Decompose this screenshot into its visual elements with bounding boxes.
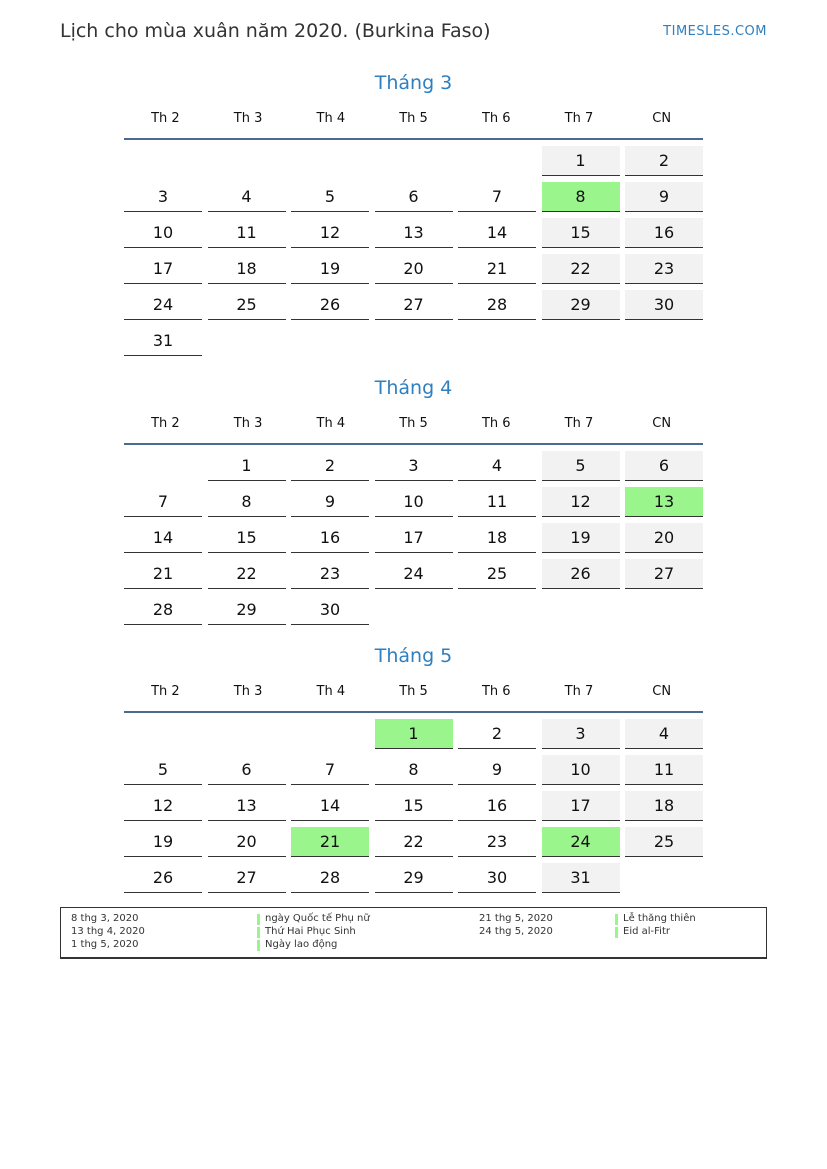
holiday-day-cell: 8 xyxy=(542,182,620,212)
day-cell: 8 xyxy=(375,755,453,785)
holiday-marker xyxy=(257,914,260,925)
legend-date: 21 thg 5, 2020 xyxy=(479,913,553,924)
day-cell: 8 xyxy=(208,487,286,517)
weekday-label: Th 6 xyxy=(481,683,511,699)
day-cell: 6 xyxy=(375,182,453,212)
holiday-marker xyxy=(257,940,260,951)
day-cell: 28 xyxy=(458,290,536,320)
empty-cell xyxy=(124,451,202,481)
empty-cell xyxy=(208,719,286,749)
weekday-label: CN xyxy=(652,110,672,126)
day-cell: 4 xyxy=(625,719,703,749)
empty-cell xyxy=(208,146,286,176)
day-cell: 10 xyxy=(375,487,453,517)
day-grid xyxy=(124,445,703,631)
page-title: Lịch cho mùa xuân năm 2020. (Burkina Faso) xyxy=(60,20,491,42)
day-cell: 25 xyxy=(458,559,536,589)
day-cell: 12 xyxy=(542,487,620,517)
day-cell: 23 xyxy=(458,827,536,857)
day-cell: 15 xyxy=(375,791,453,821)
day-cell: 18 xyxy=(625,791,703,821)
holiday-day-cell: 13 xyxy=(625,487,703,517)
day-cell: 25 xyxy=(208,290,286,320)
day-cell: 14 xyxy=(291,791,369,821)
day-cell: 7 xyxy=(291,755,369,785)
brand-link[interactable]: TIMESLES.COM xyxy=(663,24,767,39)
weekday-label: Th 7 xyxy=(564,415,594,431)
day-cell: 19 xyxy=(291,254,369,284)
day-cell: 7 xyxy=(124,487,202,517)
day-cell: 20 xyxy=(375,254,453,284)
weekday-label: Th 2 xyxy=(151,415,180,431)
day-cell: 31 xyxy=(124,326,202,356)
day-cell: 29 xyxy=(542,290,620,320)
holiday-legend xyxy=(60,907,767,959)
day-cell: 13 xyxy=(208,791,286,821)
day-cell: 26 xyxy=(542,559,620,589)
legend-date: 24 thg 5, 2020 xyxy=(479,926,553,937)
day-cell: 15 xyxy=(542,218,620,248)
weekday-label: Th 5 xyxy=(399,415,428,431)
day-cell: 7 xyxy=(458,182,536,212)
legend-date: 8 thg 3, 2020 xyxy=(71,913,139,924)
weekday-header xyxy=(124,98,703,140)
month-title: Tháng 3 xyxy=(374,72,453,94)
holiday-day-cell: 21 xyxy=(291,827,369,857)
day-cell: 26 xyxy=(124,863,202,893)
weekday-label: Th 2 xyxy=(151,110,180,126)
weekday-label: Th 4 xyxy=(316,683,346,699)
legend-holiday: Lễ thăng thiên xyxy=(623,913,696,924)
day-cell: 2 xyxy=(458,719,536,749)
day-cell: 19 xyxy=(542,523,620,553)
empty-cell xyxy=(291,719,369,749)
day-cell: 5 xyxy=(542,451,620,481)
day-cell: 21 xyxy=(124,559,202,589)
month-april xyxy=(124,373,703,631)
legend-holiday: Eid al-Fitr xyxy=(623,926,670,937)
day-cell: 12 xyxy=(291,218,369,248)
weekday-label: Th 6 xyxy=(481,110,511,126)
day-cell: 28 xyxy=(291,863,369,893)
month-title: Tháng 5 xyxy=(374,645,453,667)
month-march xyxy=(124,68,703,362)
legend-holiday: ngày Quốc tế Phụ nữ xyxy=(265,913,370,924)
day-cell: 20 xyxy=(625,523,703,553)
day-cell: 14 xyxy=(124,523,202,553)
day-cell: 9 xyxy=(291,487,369,517)
day-grid xyxy=(124,140,703,362)
weekday-label: Th 4 xyxy=(316,415,346,431)
day-cell: 21 xyxy=(458,254,536,284)
holiday-day-cell: 24 xyxy=(542,827,620,857)
day-cell: 14 xyxy=(458,218,536,248)
day-cell: 22 xyxy=(375,827,453,857)
weekday-label: Th 5 xyxy=(399,110,428,126)
day-cell: 16 xyxy=(458,791,536,821)
weekday-label: Th 6 xyxy=(481,415,511,431)
weekday-label: CN xyxy=(652,683,672,699)
holiday-marker xyxy=(615,914,618,925)
day-cell: 12 xyxy=(124,791,202,821)
day-cell: 22 xyxy=(542,254,620,284)
holiday-day-cell: 1 xyxy=(375,719,453,749)
day-cell: 10 xyxy=(124,218,202,248)
day-cell: 9 xyxy=(458,755,536,785)
day-cell: 27 xyxy=(375,290,453,320)
day-cell: 20 xyxy=(208,827,286,857)
day-cell: 23 xyxy=(291,559,369,589)
legend-date: 1 thg 5, 2020 xyxy=(71,939,139,950)
weekday-label: Th 3 xyxy=(233,415,263,431)
day-cell: 28 xyxy=(124,595,202,625)
day-cell: 31 xyxy=(542,863,620,893)
day-cell: 9 xyxy=(625,182,703,212)
weekday-label: Th 2 xyxy=(151,683,180,699)
day-cell: 4 xyxy=(208,182,286,212)
day-cell: 6 xyxy=(625,451,703,481)
day-cell: 11 xyxy=(208,218,286,248)
day-cell: 10 xyxy=(542,755,620,785)
weekday-label: Th 7 xyxy=(564,110,594,126)
empty-cell xyxy=(375,146,453,176)
day-cell: 30 xyxy=(625,290,703,320)
day-cell: 24 xyxy=(124,290,202,320)
day-cell: 3 xyxy=(542,719,620,749)
day-cell: 1 xyxy=(208,451,286,481)
empty-cell xyxy=(291,146,369,176)
day-cell: 4 xyxy=(458,451,536,481)
month-title: Tháng 4 xyxy=(374,377,453,399)
day-cell: 16 xyxy=(625,218,703,248)
day-cell: 6 xyxy=(208,755,286,785)
day-cell: 11 xyxy=(458,487,536,517)
weekday-header xyxy=(124,403,703,445)
day-cell: 2 xyxy=(625,146,703,176)
empty-cell xyxy=(124,146,202,176)
day-cell: 17 xyxy=(375,523,453,553)
day-cell: 25 xyxy=(625,827,703,857)
day-cell: 2 xyxy=(291,451,369,481)
day-cell: 29 xyxy=(208,595,286,625)
day-cell: 17 xyxy=(124,254,202,284)
weekday-label: Th 7 xyxy=(564,683,594,699)
day-cell: 18 xyxy=(208,254,286,284)
day-cell: 22 xyxy=(208,559,286,589)
legend-date: 13 thg 4, 2020 xyxy=(71,926,145,937)
day-grid xyxy=(124,713,703,899)
day-cell: 30 xyxy=(291,595,369,625)
day-cell: 16 xyxy=(291,523,369,553)
holiday-marker xyxy=(257,927,260,938)
holiday-marker xyxy=(615,927,618,938)
empty-cell xyxy=(458,146,536,176)
day-cell: 3 xyxy=(124,182,202,212)
day-cell: 3 xyxy=(375,451,453,481)
legend-holiday: Thứ Hai Phục Sinh xyxy=(265,926,356,937)
day-cell: 5 xyxy=(124,755,202,785)
day-cell: 18 xyxy=(458,523,536,553)
legend-holiday: Ngày lao động xyxy=(265,939,338,950)
day-cell: 23 xyxy=(625,254,703,284)
day-cell: 27 xyxy=(625,559,703,589)
day-cell: 19 xyxy=(124,827,202,857)
day-cell: 1 xyxy=(542,146,620,176)
month-may xyxy=(124,641,703,899)
weekday-header xyxy=(124,671,703,713)
day-cell: 30 xyxy=(458,863,536,893)
day-cell: 15 xyxy=(208,523,286,553)
day-cell: 13 xyxy=(375,218,453,248)
day-cell: 24 xyxy=(375,559,453,589)
weekday-label: CN xyxy=(652,415,672,431)
day-cell: 5 xyxy=(291,182,369,212)
day-cell: 29 xyxy=(375,863,453,893)
empty-cell xyxy=(124,719,202,749)
weekday-label: Th 4 xyxy=(316,110,346,126)
weekday-label: Th 3 xyxy=(233,683,263,699)
day-cell: 26 xyxy=(291,290,369,320)
day-cell: 17 xyxy=(542,791,620,821)
weekday-label: Th 3 xyxy=(233,110,263,126)
weekday-label: Th 5 xyxy=(399,683,428,699)
day-cell: 27 xyxy=(208,863,286,893)
day-cell: 11 xyxy=(625,755,703,785)
